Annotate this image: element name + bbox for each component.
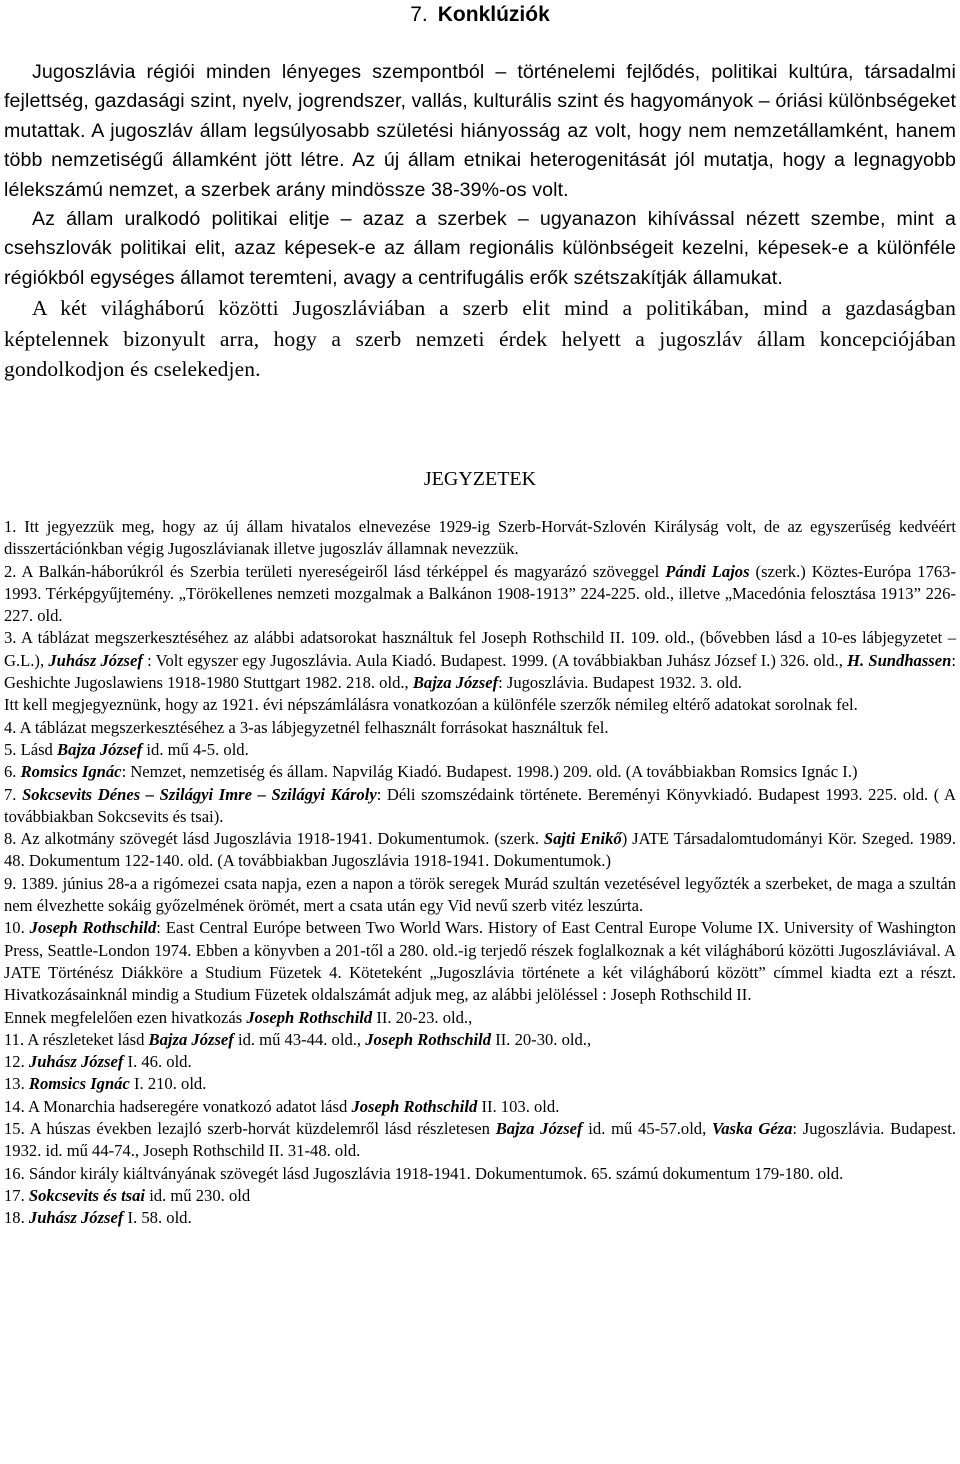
footnote-text: 4. A táblázat megszerkesztéséhez a 3-as lábjegyzetnél felhasznált forrásokat használtuk fel. bbox=[4, 717, 609, 737]
footnote-text: id. mű 43-44. old., bbox=[233, 1029, 366, 1049]
footnote-text: 10. bbox=[4, 918, 30, 938]
footnote-author: Vaska Géza bbox=[712, 1119, 793, 1139]
footnote bbox=[4, 1029, 956, 1051]
footnote-text: 13. bbox=[4, 1074, 29, 1094]
footnote-text: I. 58. old. bbox=[123, 1208, 192, 1228]
footnote-author: Romsics Ignác bbox=[20, 762, 122, 782]
footnote-text: II. 20-30. old., bbox=[491, 1029, 592, 1049]
footnote bbox=[4, 917, 956, 1006]
footnote bbox=[4, 1096, 956, 1118]
section-number: 7. bbox=[410, 3, 428, 26]
footnote-author: Juhász József bbox=[48, 650, 143, 670]
footnote-author: Bajza József bbox=[495, 1119, 583, 1139]
footnote-text: I. 46. old. bbox=[123, 1052, 192, 1072]
footnote bbox=[4, 828, 956, 873]
footnote bbox=[4, 1073, 956, 1095]
footnote bbox=[4, 627, 956, 694]
footnote-author: Sokcsevits és tsai bbox=[28, 1185, 146, 1205]
footnote-author: Joseph Rothschild bbox=[365, 1029, 492, 1049]
footnote-text: 5. Lásd bbox=[4, 739, 57, 759]
footnote-text: ) JATE Társadalomtudományi Kör. Szeged. 1989. 48. Dokumentum 122-140. old. (A továbbiakban Jugoszlávia 1918-1941. Dokumentumok.) bbox=[4, 829, 957, 871]
footnote bbox=[4, 873, 956, 918]
footnote-author: H. Sundhassen bbox=[847, 650, 952, 670]
footnote bbox=[4, 761, 956, 783]
footnote-author: Bajza József bbox=[148, 1029, 234, 1049]
footnote-text: 17. bbox=[4, 1185, 29, 1205]
footnote-author: Bajza József bbox=[57, 739, 143, 759]
footnote-text: II. 20-23. old., bbox=[372, 1007, 473, 1027]
footnote-text: id. mű 45-57.old, bbox=[582, 1119, 712, 1139]
footnote-text: : Jugoszlávia. Budapest 1932. 3. old. bbox=[498, 673, 742, 693]
footnote-text: : Geshichte Jugoslawiens 1918-1980 Stuttgart 1982. 218. old., bbox=[4, 650, 956, 693]
section-heading bbox=[0, 2, 960, 28]
footnote-text: 12. bbox=[4, 1052, 29, 1072]
footnote-text: Itt kell megjegyeznünk, hogy az 1921. évi népszámlálásra vonatkozóan a különféle szerzők némileg eltérő adatokat sorolnak fel. bbox=[4, 695, 858, 715]
footnote-text: 7. bbox=[4, 784, 23, 804]
footnote-text: 6. bbox=[4, 762, 21, 782]
footnote-text: 18. bbox=[4, 1208, 29, 1228]
footnote-text: : Jugoszlávia. Budapest. 1932. id. mű 44-74., Joseph Rothschild II. 31-48. old. bbox=[4, 1119, 956, 1161]
paragraph-1: Jugoszlávia régiói minden lényeges szempontból – történelemi fejlődés, politikai kultúra, társadalmi fejlettség, gazdasági szint, nyelv, jogrendszer, vallás, kulturális szint és hagyományok – óriási különbségeket mutattak. A jugoszláv állam legsúlyosabb születési hiányosság az volt, hogy nem nemzetállamként, hanem több nemzetiségű államként jött létre. Az új állam etnikai heterogenitását jól mutatja, hogy a legnagyobb lélekszámú nemzet, a szerbek arány mindössze 38-39%-os volt. bbox=[4, 61, 956, 201]
footnote bbox=[4, 561, 956, 628]
footnote bbox=[4, 694, 956, 716]
footnote bbox=[4, 1207, 956, 1229]
notes-title: JEGYZETEK bbox=[423, 468, 537, 490]
footnote-author: Juhász József bbox=[28, 1052, 124, 1072]
footnote-text: 16. Sándor király kiáltványának szövegét lásd Jugoszlávia 1918-1941. Dokumentumok. 65. számú dokumentum 179-180. old. bbox=[4, 1163, 844, 1183]
footnote-author: Sajti Enikő bbox=[543, 829, 622, 849]
footnote-text: (szerk.) Köztes-Európa 1763-1993. Térképgyűjtemény. „Törökellenes nemzeti mozgalmak a Balkánon 1908-1913” 224-225. old., illetve „Macedónia felosztása 1913” 226-227. old. bbox=[4, 561, 956, 626]
footnote-author: Romsics Ignác bbox=[28, 1074, 130, 1094]
conclusion-body bbox=[4, 58, 956, 385]
footnote-author: Bajza József bbox=[412, 673, 499, 693]
footnote-text: 1. Itt jegyezzük meg, hogy az új állam hivatalos elnevezése 1929-ig Szerb-Horvát-Szlovén Királyság volt, de az egyszerűség kedvéért disszertációnkban végig Jugoszlávianak illetve jugoszláv államnak nevezzük. bbox=[4, 517, 956, 559]
footnote bbox=[4, 1163, 956, 1185]
footnote-text: 2. A Balkán-háborúkról és Szerbia területi nyereségeiről lásd térképpel és magyarázó szöveggel bbox=[4, 561, 666, 581]
footnote-text: 11. A részleteket lásd bbox=[4, 1029, 149, 1049]
footnote bbox=[4, 1007, 956, 1029]
footnote-text: Ennek megfelelően ezen hivatkozás bbox=[4, 1007, 247, 1027]
footnote bbox=[4, 739, 956, 761]
footnote bbox=[4, 784, 956, 829]
footnote-author: Juhász József bbox=[28, 1208, 124, 1228]
footnote-text: I. 210. old. bbox=[129, 1074, 207, 1094]
footnote-text: 3. A táblázat megszerkesztéséhez az alábbi adatsorokat használtuk fel Joseph Rothschild II. 109. old., (bővebben lásd a 10-es lábjegyzetet – G.L.), bbox=[4, 628, 956, 670]
footnote bbox=[4, 717, 956, 739]
footnote-author: Joseph Rothschild bbox=[29, 918, 157, 938]
paragraph-3: A két világháború közötti Jugoszláviában a szerb elit mind a politikában, mind a gazdaságban képtelennek bizonyult arra, hogy a szerb nemzeti érdek helyett a jugoszláv állam koncepciójában gondolkodjon és cselekedjen. bbox=[4, 296, 956, 382]
footnote-author: Joseph Rothschild bbox=[246, 1007, 373, 1027]
footnote bbox=[4, 1118, 956, 1163]
footnote-text: id. mű 4-5. old. bbox=[142, 739, 249, 759]
footnote-text: : Déli szomszédaink története. Bereményi Könyvkiadó. Budapest 1993. 225. old. ( A továbbiakban Sokcsevits és tsai). bbox=[4, 784, 957, 826]
footnote-text: id. mű 230. old bbox=[145, 1185, 251, 1205]
footnote-text: II. 103. old. bbox=[477, 1096, 560, 1116]
footnotes-list bbox=[4, 516, 956, 1230]
footnote bbox=[4, 1051, 956, 1073]
footnote-author: Joseph Rothschild bbox=[351, 1096, 478, 1116]
footnote-text: 9. 1389. június 28-a a rigómezei csata napja, ezen a napon a török seregek Murád szultán vezetésével legyőzték a szerbeket, de maga a szultán nem élvezhette sokáig győzelmének örömét, mert a csata után egy Vid nevű szerb vitéz leszúrta. bbox=[4, 873, 956, 916]
footnote-author: Sokcsevits Dénes – Szilágyi Imre – Szilágyi Károly bbox=[22, 784, 377, 804]
footnote-text: 15. A húszas években lezajló szerb-horvát küzdelemről lásd részletesen bbox=[4, 1119, 496, 1139]
footnote-text: : Nemzet, nemzetiség és állam. Napvilág Kiadó. Budapest. 1998.) 209. old. (A továbbiakban Romsics Ignác I.) bbox=[121, 762, 858, 782]
footnote bbox=[4, 516, 956, 561]
footnote-author: Pándi Lajos bbox=[665, 561, 750, 581]
footnote bbox=[4, 1185, 956, 1207]
footnote-text: : East Central Európe between Two World Wars. History of East Central Europe Volume IX. University of Washington Press, Seattle-London 1974. Ebben a könyvben a 201-től a 280. old.-ig terjedő részek foglalkoznak a két világháború közötti Jugoszláviával. A JATE Történész Diákköre a Studium Füzetek 4. Köteteként „Jugoszlávia története a két világháború között” címmel kiadta ezt a részt. Hivatkozásainknál mindig a Studium Füzetek oldalszámát adjuk meg, az alábbi jelöléssel : Joseph Rothschild II. bbox=[4, 918, 957, 1005]
footnote-text: : Volt egyszer egy Jugoszlávia. Aula Kiadó. Budapest. 1999. (A továbbiakban Juhász József I.) 326. old., bbox=[142, 650, 848, 670]
footnote-text: 14. A Monarchia hadseregére vonatkozó adatot lásd bbox=[4, 1096, 352, 1116]
section-title: Konklúziók bbox=[437, 3, 550, 26]
paragraph-2: Az állam uralkodó politikai elitje – azaz a szerbek – ugyanazon kihívással nézett szembe, mint a csehszlovák politikai elit, azaz képesek-e az állam regionális különbségeit kezelni, képesek-e a különféle régiókból egységes államot teremteni, avagy a centrifugális erők szétszakítják államukat. bbox=[4, 208, 956, 289]
footnote-text: 8. Az alkotmány szövegét lásd Jugoszlávia 1918-1941. Dokumentumok. (szerk. bbox=[4, 829, 544, 849]
